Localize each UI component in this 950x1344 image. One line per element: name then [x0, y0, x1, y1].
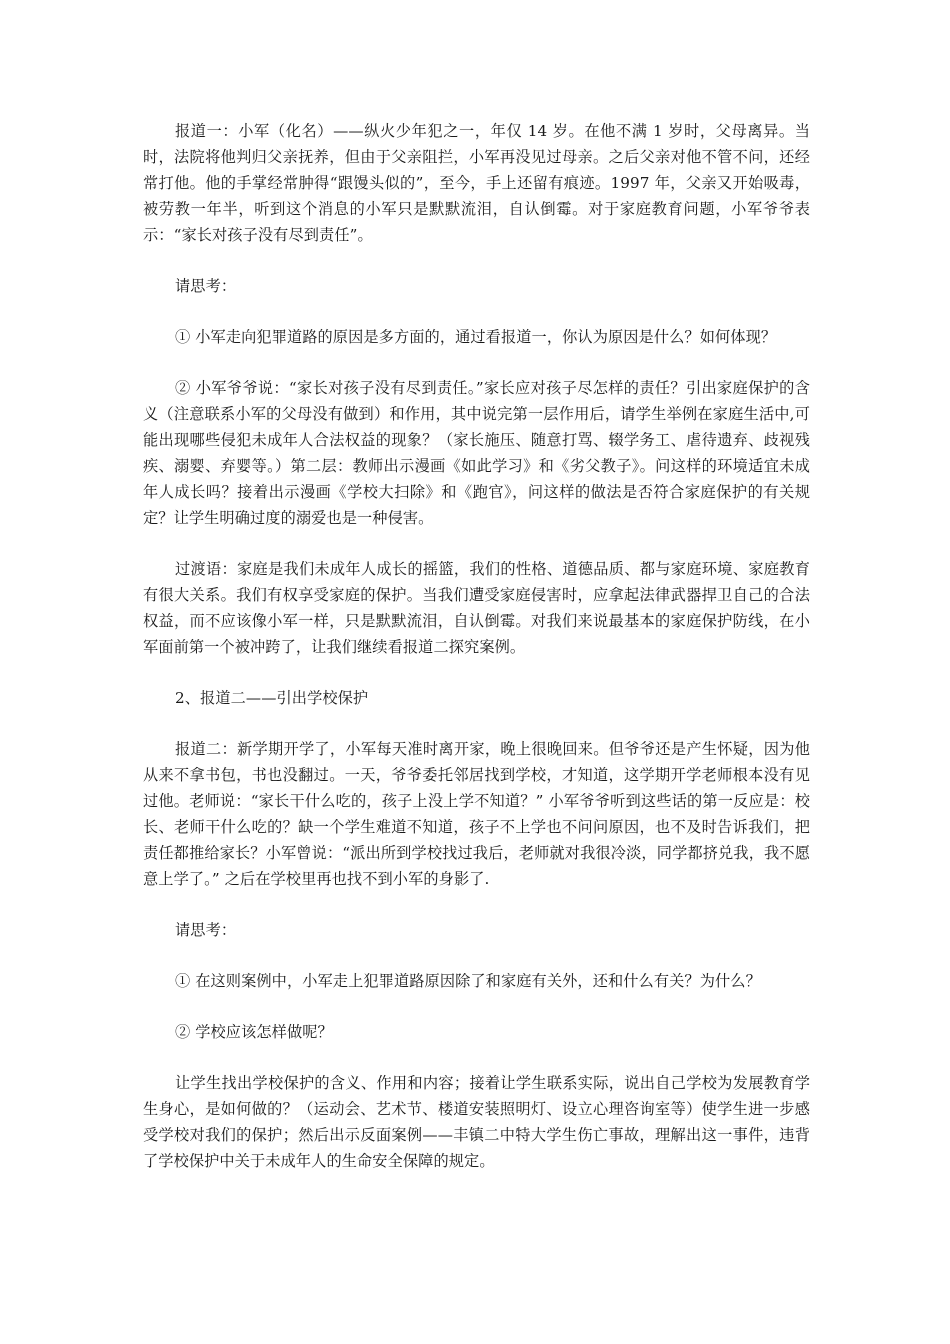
transition-paragraph: 过渡语：家庭是我们未成年人成长的摇篮，我们的性格、道德品质、都与家庭环境、家庭教育有很大关系。我们有权享受家庭的保护。当我们遭受家庭侵害时，应拿起法律武器捍卫自己的合法权益，而不应该像小军一样，只是默默流泪，自认倒霉。对我们来说最基本的家庭保护防线，在小军面前第一个被冲跨了，让我们继续看报道二探究案例。 — [143, 560, 810, 656]
question-four-paragraph: ② 学校应该怎样做呢？ — [175, 1023, 333, 1041]
question-three-paragraph: ① 在这则案例中，小军走上犯罪道路原因除了和家庭有关外，还和什么有关？为什么？ — [175, 972, 761, 990]
think-prompt-heading-2: 请思考： — [175, 921, 237, 939]
document-body — [143, 118, 810, 1199]
question-two-paragraph: ② 小军爷爷说：“家长对孩子没有尽到责任。”家长应对孩子尽怎样的责任？引出家庭保护的含义（注意联系小军的父母没有做到）和作用，其中说完第一层作用后，请学生举例在家庭生活中,可能出现哪些侵犯未成年人合法权益的现象？（家长施压、随意打骂、辍学务工、虐待遗弃、歧视残疾、溺婴、弃婴等。）第二层：教师出示漫画《如此学习》和《劣父教子》。问这样的环境适宜未成年人成长吗？接着出示漫画《学校大扫除》和《跑官》，问这样的做法是否符合家庭保护的有关规定？让学生明确过度的溺爱也是一种侵害。 — [143, 379, 810, 527]
think-prompt-heading: 请思考： — [175, 277, 237, 295]
section-two-heading: 2、报道二——引出学校保护 — [175, 689, 369, 707]
school-protection-paragraph: 让学生找出学校保护的含义、作用和内容；接着让学生联系实际，说出自己学校为发展教育学生身心，是如何做的？（运动会、艺术节、楼道安装照明灯、设立心理咨询室等）使学生进一步感受学校对我们的保护；然后出示反面案例——丰镇二中特大学生伤亡事故，理解出这一事件，违背了学校保护中关于未成年人的生命安全保障的规定。 — [143, 1074, 810, 1170]
question-one-paragraph: ① 小军走向犯罪道路的原因是多方面的，通过看报道一，你认为原因是什么？如何体现？ — [175, 328, 777, 346]
report-one-paragraph: 报道一：小军（化名）——纵火少年犯之一，年仅 14 岁。在他不满 1 岁时，父母离异。当时，法院将他判归父亲抚养，但由于父亲阻拦，小军再没见过母亲。之后父亲对他不管不问，还经常打他。他的手掌经常肿得“跟馒头似的”，至今，手上还留有痕迹。1997 年，父亲又开始吸毒，被劳教一年半，听到这个消息的小军只是默默流泪，自认倒霉。对于家庭教育问题，小军爷爷表示：“家长对孩子没有尽到责任”。 — [143, 122, 810, 244]
report-two-paragraph: 报道二：新学期开学了，小军每天准时离开家，晚上很晚回来。但爷爷还是产生怀疑，因为他从来不拿书包，书也没翻过。一天，爷爷委托邻居找到学校，才知道，这学期开学老师根本没有见过他。老师说：“家长干什么吃的，孩子上没上学不知道？” 小军爷爷听到这些话的第一反应是：校长、老师干什么吃的？缺一个学生难道不知道，孩子不上学也不问问原因，也不及时告诉我们，把责任都推给家长？小军曾说：“派出所到学校找过我后，老师就对我很冷淡，同学都挤兑我，我不愿意上学了。” 之后在学校里再也找不到小军的身影了. — [143, 740, 810, 888]
